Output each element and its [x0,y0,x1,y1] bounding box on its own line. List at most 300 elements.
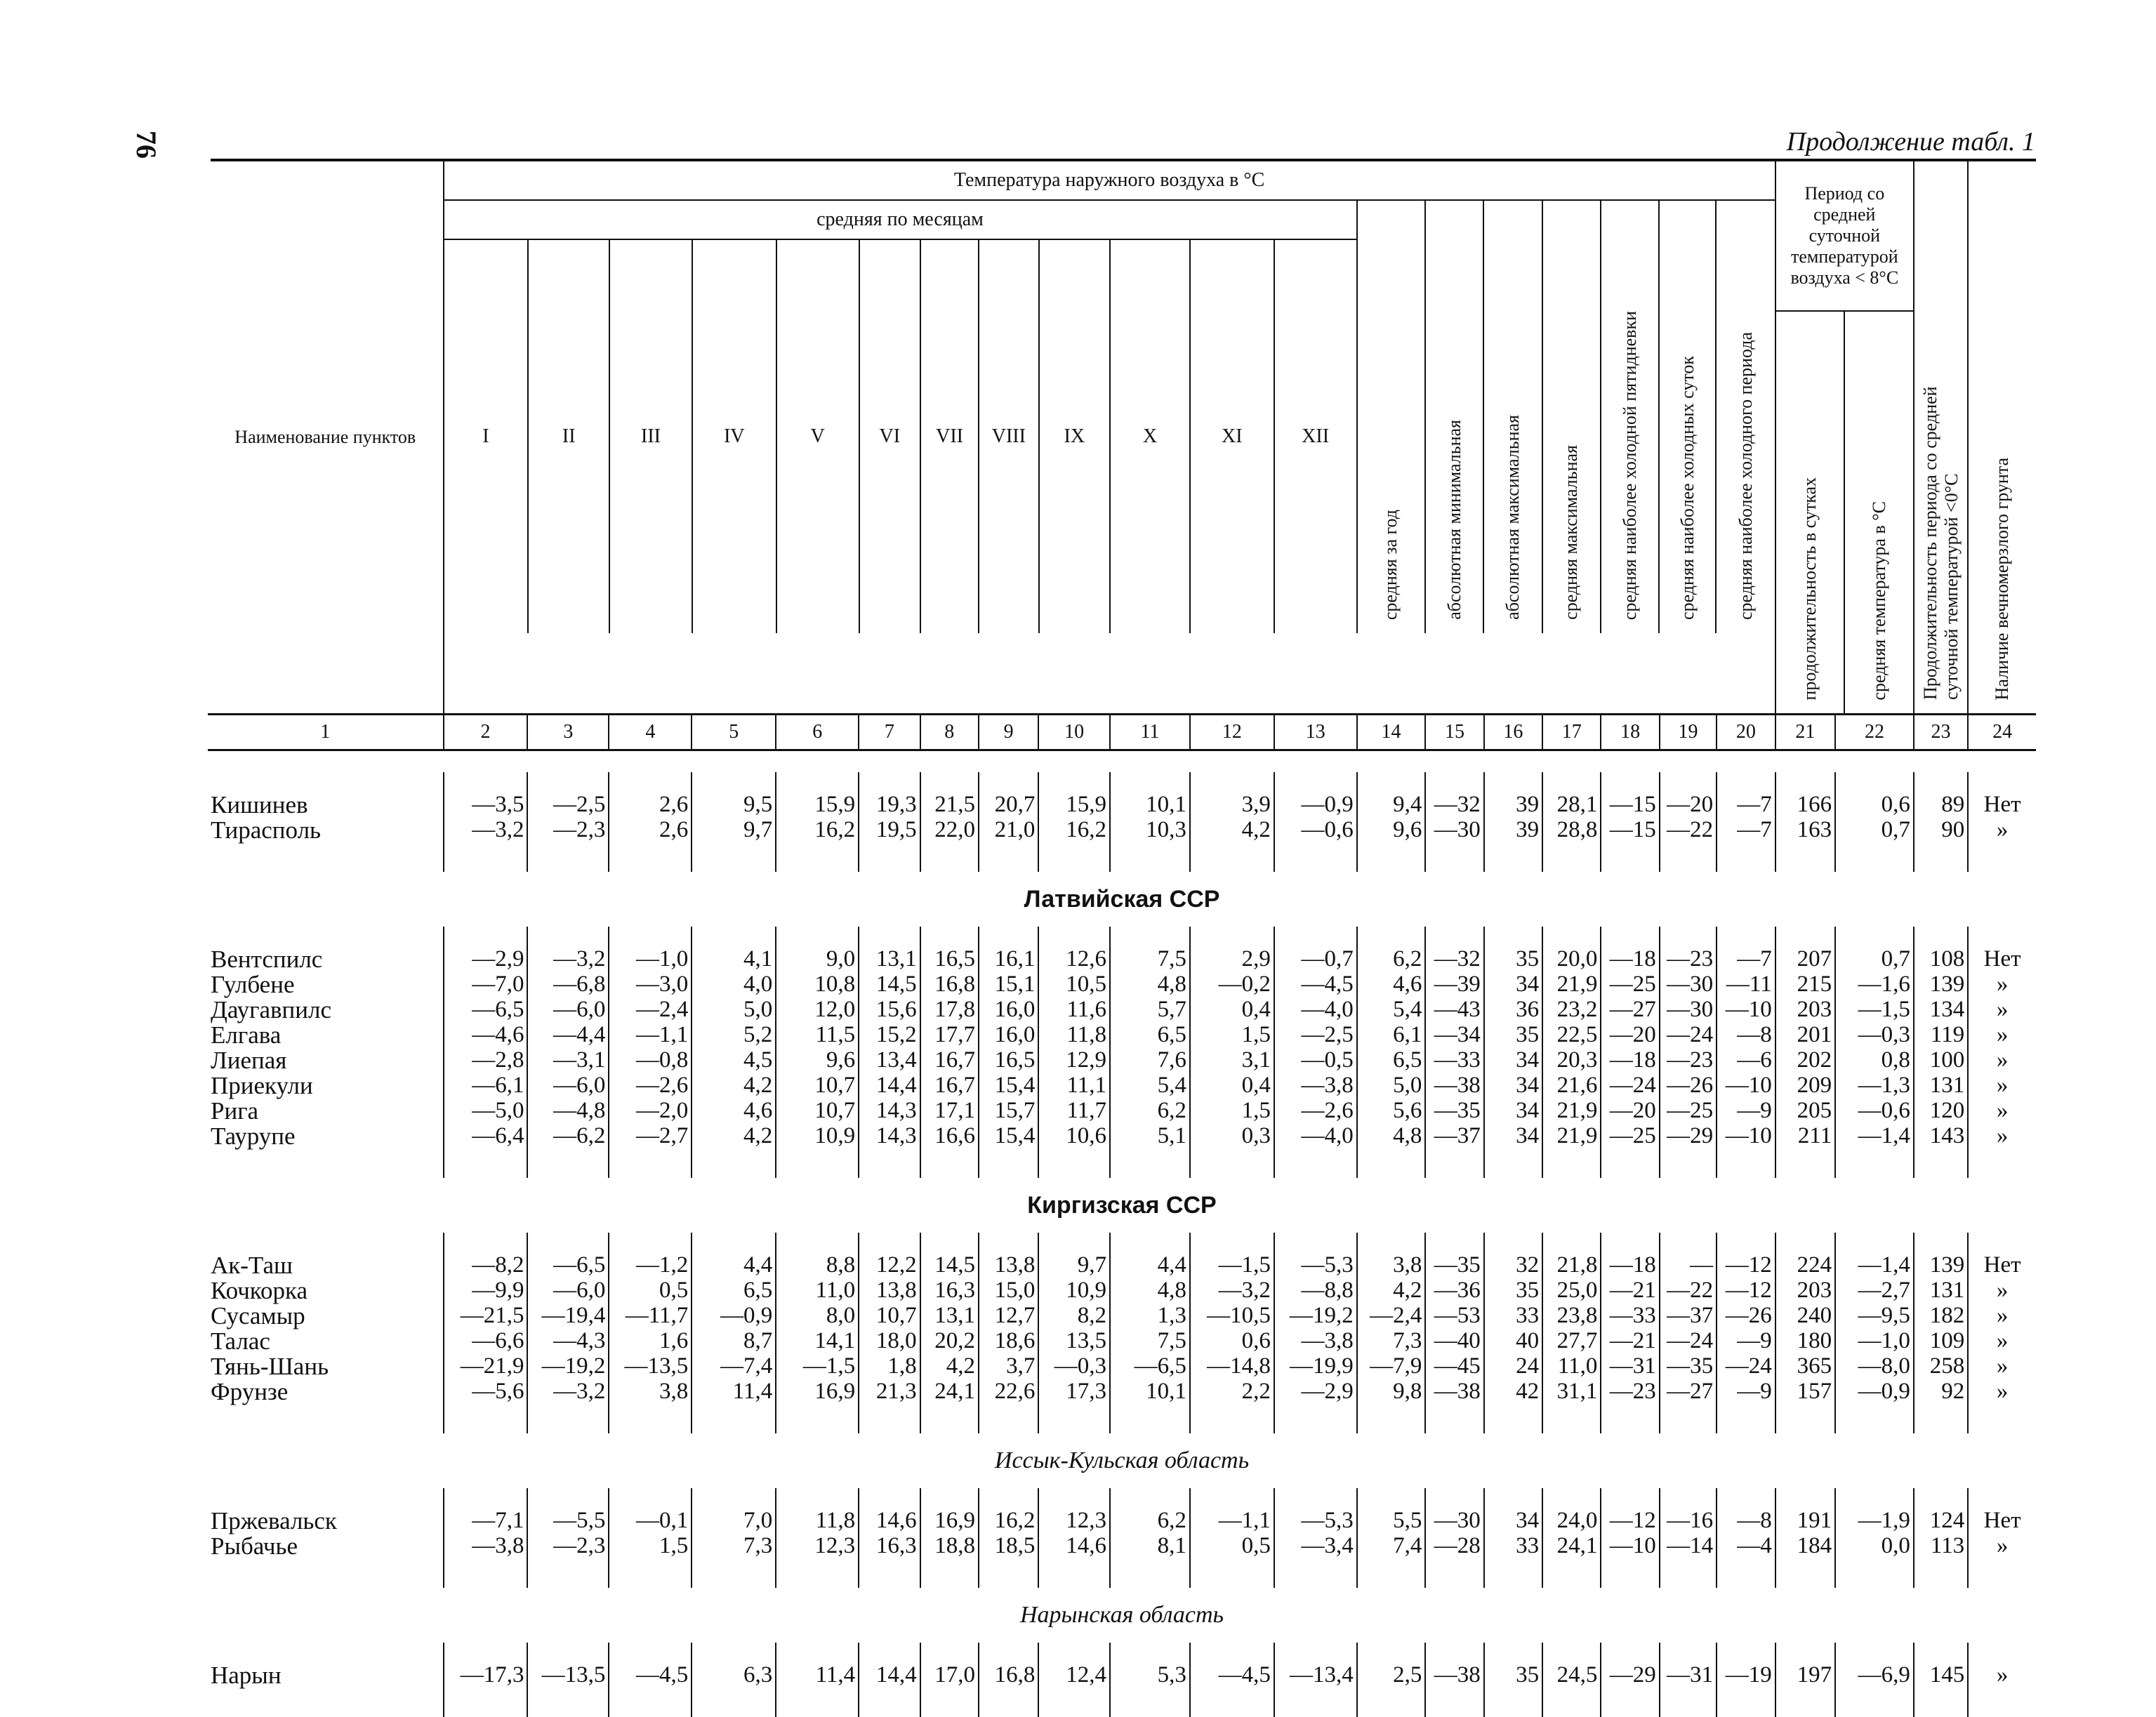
table-cell: » [1968,1123,2036,1148]
table-cell: 0,5 [1190,1533,1274,1558]
table-cell: —6,0 [527,1073,609,1098]
table-cell: —19,9 [1274,1353,1357,1379]
table-cell: 8,1 [1110,1533,1190,1558]
table-cell: 211 [1775,1123,1835,1148]
table-cell: —23 [1660,1047,1717,1073]
column-number: 21 [1775,715,1835,750]
table-cell: 24,1 [1542,1533,1601,1558]
table-cell: 11,4 [776,1662,859,1688]
column-number: 12 [1190,715,1274,750]
month-header-3: III [609,239,692,633]
table-cell: 365 [1775,1353,1835,1379]
column-number: 17 [1542,715,1601,750]
table-row [208,1022,2036,1047]
table-cell: 16,2 [979,1508,1038,1533]
month-header-8: VIII [979,239,1038,633]
table-cell: » [1968,997,2036,1022]
table-row [208,792,2036,817]
table-cell: 24 [1484,1353,1542,1379]
table-cell: 12,0 [776,997,859,1022]
column-number: 1 [208,715,444,750]
table-cell: —30 [1660,997,1717,1022]
spacer-row [208,1404,2036,1433]
table-cell: 6,2 [1110,1098,1190,1123]
table-cell: 34 [1484,1123,1542,1148]
table-cell: —7,1 [444,1508,528,1533]
table-cell: 8,0 [776,1303,859,1328]
table-cell: —0,8 [609,1047,692,1073]
table-cell: —17,3 [444,1662,528,1688]
table-cell: —3,2 [527,1379,609,1404]
table-cell: 10,7 [776,1073,859,1098]
table-cell: —4 [1717,1533,1775,1558]
table-cell: —9 [1717,1379,1775,1404]
table-cell: 15,0 [979,1278,1038,1303]
table-cell: 258 [1914,1353,1968,1379]
table-cell: 21,0 [979,817,1038,842]
table-cell: —2,4 [1357,1303,1426,1328]
spacer-row [208,1558,2036,1588]
table-cell: 14,4 [859,1073,920,1098]
table-cell: —20 [1601,1098,1659,1123]
section-title-row [208,872,2036,927]
coldest-5day-header: средняя наиболее холодной пятидневки [1601,200,1659,633]
table-cell: 4,6 [692,1098,776,1123]
table-cell: 17,3 [1038,1379,1110,1404]
table-cell: 10,8 [776,972,859,997]
column-number: 8 [920,715,979,750]
table-cell: 9,5 [692,792,776,817]
table-caption: Продолжение табл. 1 [1787,126,2035,157]
table-cell: —12 [1717,1278,1775,1303]
table-cell: 1,5 [1190,1098,1274,1123]
table-cell: 21,9 [1542,972,1601,997]
station-name: Сусамыр [208,1303,444,1328]
table-cell: 11,7 [1038,1098,1110,1123]
table-cell: 27,7 [1542,1328,1601,1353]
table-cell: —6,0 [527,997,609,1022]
section-title-row [208,1588,2036,1643]
table-cell: 6,2 [1357,946,1426,972]
table-cell: —5,0 [444,1098,528,1123]
station-name: Таурупе [208,1123,444,1148]
table-cell: 10,3 [1110,817,1190,842]
table-cell: 28,1 [1542,792,1601,817]
table-cell: 18,6 [979,1328,1038,1353]
table-cell: —2,9 [444,946,528,972]
table-cell: » [1968,1022,2036,1047]
table-cell: —0,7 [1274,946,1357,972]
table-cell: 2,6 [609,792,692,817]
table-cell: —35 [1425,1098,1483,1123]
table-cell: 14,5 [859,972,920,997]
table-cell: —13,5 [609,1353,692,1379]
table-cell: —0,2 [1190,972,1274,997]
table-cell: 197 [1775,1662,1835,1688]
table-row [208,1252,2036,1278]
table-cell: 19,3 [859,792,920,817]
table-cell: 17,0 [920,1662,979,1688]
table-cell: —0,6 [1274,817,1357,842]
table-cell: 16,1 [979,946,1038,972]
table-cell: —0,3 [1835,1022,1914,1047]
table-cell: 2,6 [609,817,692,842]
table-cell: —4,0 [1274,1123,1357,1148]
table-cell: 13,4 [859,1047,920,1073]
section-title: Иссык-Кульская область [208,1433,2036,1488]
section-title: Латвийская ССР [208,872,2036,927]
table-cell: 15,9 [776,792,859,817]
station-name: Даугавпилс [208,997,444,1022]
table-cell: —3,2 [444,817,528,842]
table-cell: 16,5 [920,946,979,972]
column-number: 10 [1038,715,1110,750]
table-cell: —32 [1425,792,1483,817]
table-cell: —23 [1601,1379,1659,1404]
table-cell: —18 [1601,1047,1659,1073]
table-cell: —2,5 [527,792,609,817]
table-cell: —38 [1425,1379,1483,1404]
table-cell: 5,4 [1110,1073,1190,1098]
table-cell: 16,7 [920,1047,979,1073]
table-cell: —4,3 [527,1328,609,1353]
table-cell: 0,6 [1190,1328,1274,1353]
header-row [208,161,2036,715]
table-cell: —6,8 [527,972,609,997]
table-cell: —8 [1717,1508,1775,1533]
table-cell: 1,5 [1190,1022,1274,1047]
table-cell: » [1968,972,2036,997]
table-cell: 11,5 [776,1022,859,1047]
table-cell: 4,8 [1357,1123,1426,1148]
column-number: 14 [1357,715,1426,750]
table-cell: 16,7 [920,1073,979,1098]
table-cell: —25 [1601,1123,1659,1148]
table-cell: —0,1 [609,1508,692,1533]
table-cell: 21,9 [1542,1123,1601,1148]
table-cell: 9,0 [776,946,859,972]
table-cell: —0,9 [1835,1379,1914,1404]
month-header-1: I [444,239,529,633]
table-cell: 5,0 [1357,1073,1426,1098]
station-name: Кочкорка [208,1278,444,1303]
table-cell: —5,6 [444,1379,528,1404]
table-cell: —11 [1717,972,1775,997]
table-cell: » [1968,1047,2036,1073]
table-cell: —10 [1717,1123,1775,1148]
month-header-12: XII [1274,239,1357,633]
table-cell: 17,8 [920,997,979,1022]
table-cell: —1,4 [1835,1123,1914,1148]
table-cell: —12 [1601,1508,1659,1533]
table-cell: 7,3 [1357,1328,1426,1353]
coldest-day-header: средняя наиболее холодных суток [1659,200,1716,633]
table-cell: —37 [1425,1123,1483,1148]
table-cell: 145 [1914,1662,1968,1688]
table-cell: —1,0 [609,946,692,972]
table-cell: —6 [1717,1047,1775,1073]
table-cell: —38 [1425,1662,1483,1688]
table-cell: 14,5 [920,1252,979,1278]
table-cell: 4,4 [692,1252,776,1278]
table-cell: 113 [1914,1533,1968,1558]
table-cell: 184 [1775,1533,1835,1558]
table-cell: 18,0 [859,1328,920,1353]
table-cell: 205 [1775,1098,1835,1123]
table-cell: 0,6 [1835,792,1914,817]
table-cell: —27 [1601,997,1659,1022]
table-cell: —24 [1660,1022,1717,1047]
table-cell: 23,2 [1542,997,1601,1022]
table-cell: —20 [1601,1022,1659,1047]
month-header-4: IV [692,239,776,633]
table-cell: 215 [1775,972,1835,997]
table-cell: 16,8 [920,972,979,997]
table-cell: —7,0 [444,972,528,997]
table-cell: —6,1 [444,1073,528,1098]
table-cell: 1,6 [609,1328,692,1353]
table-cell: 40 [1484,1328,1542,1353]
coldest-period-header: средняя наиболее холодного периода [1716,200,1774,633]
table-cell: 2,2 [1190,1379,1274,1404]
table-cell: 203 [1775,997,1835,1022]
table-cell: —24 [1717,1353,1775,1379]
station-name: Приекули [208,1073,444,1098]
table-cell: —6,4 [444,1123,528,1148]
table-cell: 0,5 [609,1278,692,1303]
table-cell: 13,8 [979,1252,1038,1278]
table-cell: —10 [1601,1533,1659,1558]
column-number: 13 [1274,715,1357,750]
table-cell: 7,5 [1110,946,1190,972]
table-cell: 12,7 [979,1303,1038,1328]
table-cell: —32 [1425,946,1483,972]
table-cell: 35 [1484,1278,1542,1303]
table-cell: 201 [1775,1022,1835,1047]
table-cell: —14,8 [1190,1353,1274,1379]
avg-max-header: средняя максимальная [1542,200,1601,633]
table-cell: 13,8 [859,1278,920,1303]
temperature-group-header [444,161,1775,715]
table-cell: 35 [1484,1022,1542,1047]
table-cell: —3,2 [1190,1278,1274,1303]
table-cell: —21 [1601,1328,1659,1353]
table-cell: —1,6 [1835,972,1914,997]
table-row [208,946,2036,972]
table-cell: 15,2 [859,1022,920,1047]
table-cell: —35 [1425,1252,1483,1278]
table-cell: —25 [1601,972,1659,997]
table-cell: 0,8 [1835,1047,1914,1073]
column-number: 24 [1968,715,2036,750]
table-cell: —29 [1601,1662,1659,1688]
table-cell: —9 [1717,1328,1775,1353]
names-header [208,161,444,715]
monthly-group-title: средняя по месяцам [444,200,1357,239]
table-row [208,1379,2036,1404]
table-cell: —18 [1601,1252,1659,1278]
table-cell: 0,4 [1190,1073,1274,1098]
station-name: Гулбене [208,972,444,997]
spacer-row [208,1148,2036,1178]
table-cell: 10,1 [1110,792,1190,817]
table-cell: 36 [1484,997,1542,1022]
table-cell: —21 [1601,1278,1659,1303]
abs-max-header: абсолютная максимальная [1483,200,1542,633]
table-cell: —40 [1425,1328,1483,1353]
table-cell: Нет [1968,1508,2036,1533]
table-cell: —14 [1660,1533,1717,1558]
table-row [208,1047,2036,1073]
table-cell: 5,0 [692,997,776,1022]
table-cell: 5,5 [1357,1508,1426,1533]
table-cell: 15,4 [979,1123,1038,1148]
names-header-label: Наименование пунктов [234,427,416,447]
table-cell: —8,8 [1274,1278,1357,1303]
table-cell: 16,6 [920,1123,979,1148]
table-cell: —34 [1425,1022,1483,1047]
table-cell: 6,3 [692,1662,776,1688]
table-cell: —39 [1425,972,1483,997]
table-cell: 4,2 [692,1123,776,1148]
table-cell: —6,5 [527,1252,609,1278]
table-cell: —2,7 [609,1123,692,1148]
table-cell: 15,1 [979,972,1038,997]
table-cell: 33 [1484,1303,1542,1328]
table-cell: 2,9 [1190,946,1274,972]
table-cell: 11,0 [1542,1353,1601,1379]
table-cell: Нет [1968,1252,2036,1278]
table-cell: 240 [1775,1303,1835,1328]
table-cell: 207 [1775,946,1835,972]
table-cell: —30 [1425,817,1483,842]
table-cell: 5,2 [692,1022,776,1047]
table-cell: 42 [1484,1379,1542,1404]
table-cell: —21,5 [444,1303,528,1328]
page-number: 76 [130,131,163,159]
table-cell: —3,8 [1274,1073,1357,1098]
table-cell: 16,9 [920,1508,979,1533]
duration-days-header: продолжительность в сутках [1776,311,1845,713]
period-group-header [1775,161,1914,715]
table-cell: 28,8 [1542,817,1601,842]
table-cell: 21,8 [1542,1252,1601,1278]
table-cell: 3,7 [979,1353,1038,1379]
table-cell: 34 [1484,1508,1542,1533]
column-number: 4 [609,715,692,750]
table-cell: » [1968,1278,2036,1303]
table-cell: 16,2 [776,817,859,842]
table-cell: —33 [1601,1303,1659,1328]
table-row [208,1303,2036,1328]
table-cell: 8,2 [1038,1303,1110,1328]
column-number: 19 [1660,715,1717,750]
spacer-row [208,1643,2036,1662]
table-cell: 10,5 [1038,972,1110,997]
table-cell: —30 [1660,972,1717,997]
section-title: Нарынская область [208,1588,2036,1643]
station-name: Тирасполь [208,817,444,842]
table-cell: 120 [1914,1098,1968,1123]
table-cell: 134 [1914,997,1968,1022]
table-cell: —1,1 [609,1022,692,1047]
period-group-title: Период со средней суточной температурой воздуха < 8°С [1776,161,1913,311]
table-cell: 35 [1484,946,1542,972]
station-name: Елгава [208,1022,444,1047]
table-cell: —2,9 [1274,1379,1357,1404]
table-cell: 9,7 [692,817,776,842]
table-cell: —13,5 [527,1662,609,1688]
station-name: Рига [208,1098,444,1123]
table-cell: 17,1 [920,1098,979,1123]
table-cell: —0,9 [1274,792,1357,817]
table-row [208,1353,2036,1379]
table-cell: 6,5 [1357,1047,1426,1073]
period-avg-temp-header: средняя температура в °С [1844,311,1913,713]
table-cell: 1,8 [859,1353,920,1379]
table-cell: 14,3 [859,1123,920,1148]
table-cell: 12,4 [1038,1662,1110,1688]
table-cell: 124 [1914,1508,1968,1533]
table-cell: Нет [1968,792,2036,817]
table-cell: 143 [1914,1123,1968,1148]
table-cell: 14,6 [859,1508,920,1533]
station-name: Вентспилс [208,946,444,972]
table-cell: —7 [1717,792,1775,817]
table-cell: 3,9 [1190,792,1274,817]
spacer-row [208,1233,2036,1252]
table-row [208,997,2036,1022]
spacer-row [208,927,2036,946]
table-cell: Нет [1968,946,2036,972]
month-header-7: VII [920,239,979,633]
table-cell: —12 [1717,1252,1775,1278]
station-name: Лиепая [208,1047,444,1073]
table-cell: —3,2 [527,946,609,972]
column-number: 5 [692,715,776,750]
table-row [208,1073,2036,1098]
table-cell: —1,5 [1835,997,1914,1022]
table-cell: —2,0 [609,1098,692,1123]
table-cell: 34 [1484,1047,1542,1073]
table-cell: 4,2 [1190,817,1274,842]
table-cell: 4,8 [1110,1278,1190,1303]
table-cell: —6,2 [527,1123,609,1148]
table-cell: 25,0 [1542,1278,1601,1303]
table-cell: 10,9 [1038,1278,1110,1303]
table-body [208,750,2036,1717]
table-cell: 19,5 [859,817,920,842]
table-row [208,972,2036,997]
table-cell: —33 [1425,1047,1483,1073]
table-cell: —4,8 [527,1098,609,1123]
table-cell: —2,3 [527,1533,609,1558]
table-cell: 21,6 [1542,1073,1601,1098]
table-cell: 8,7 [692,1328,776,1353]
table-cell: —11,7 [609,1303,692,1328]
table-cell: —19,4 [527,1303,609,1328]
table-cell: 39 [1484,817,1542,842]
table-cell: 9,8 [1357,1379,1426,1404]
table-cell: —3,8 [444,1533,528,1558]
station-name: Талас [208,1328,444,1353]
table-cell: 182 [1914,1303,1968,1328]
table-cell: 15,9 [1038,792,1110,817]
table-cell: 34 [1484,1073,1542,1098]
table-cell: —30 [1425,1508,1483,1533]
table-cell: 11,4 [692,1379,776,1404]
table-cell: 31,1 [1542,1379,1601,1404]
